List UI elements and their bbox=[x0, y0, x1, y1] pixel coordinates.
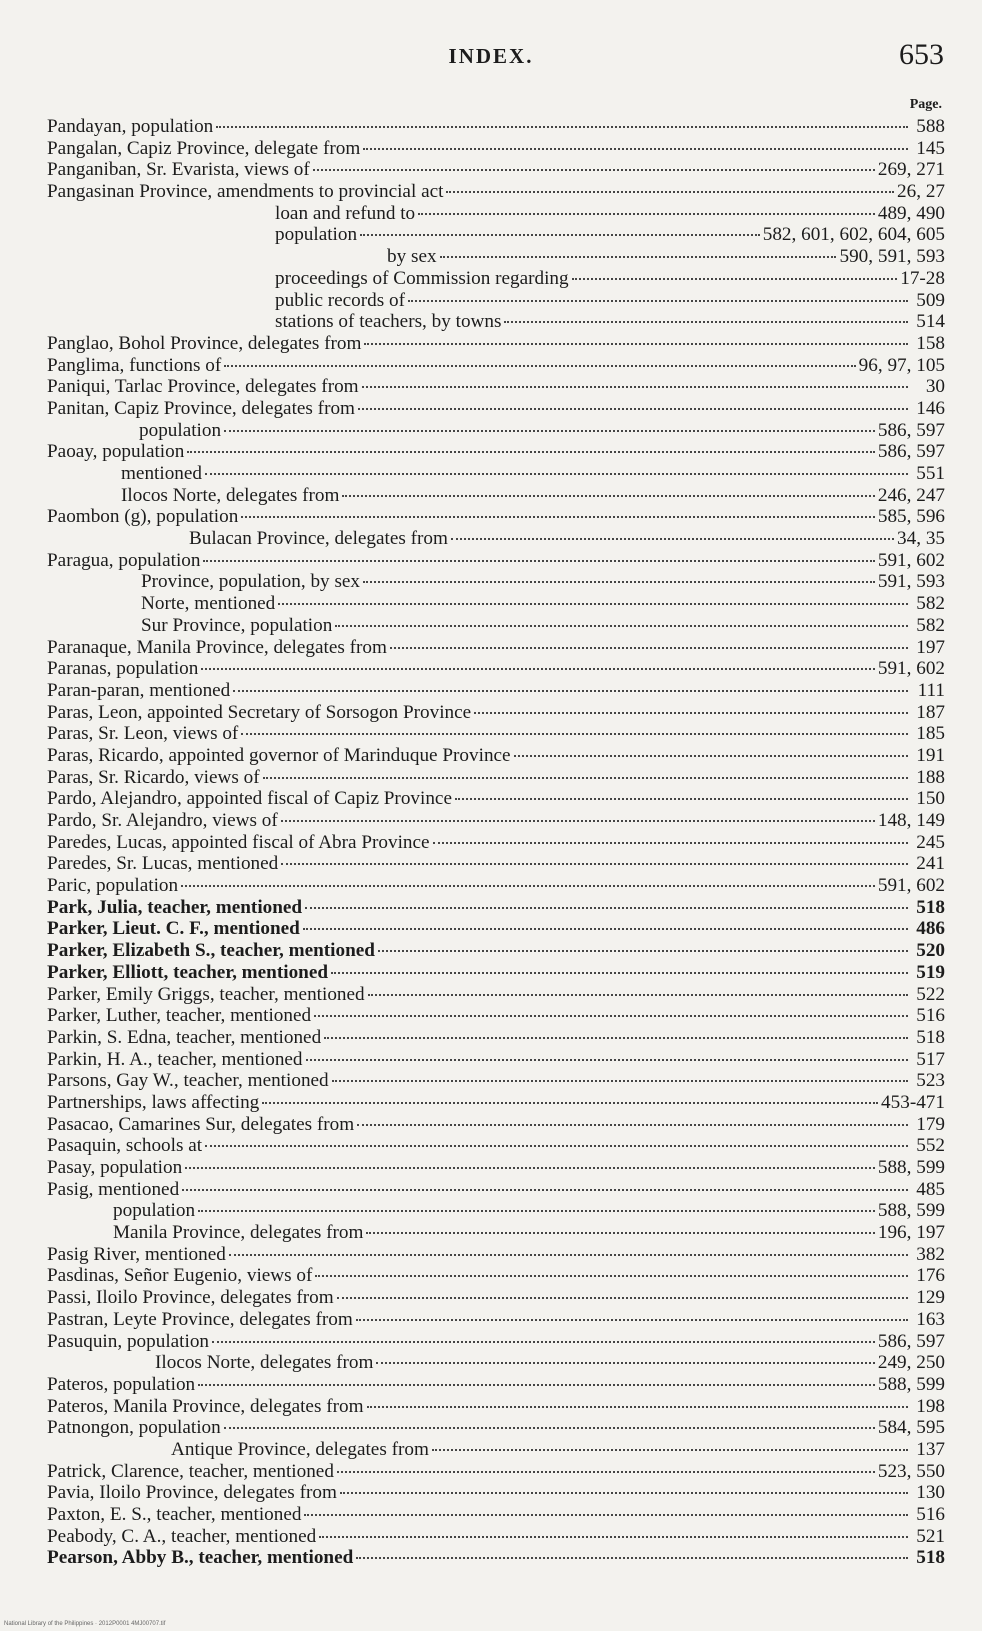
entry-pages: 588, 599 bbox=[877, 1157, 945, 1178]
entry-text: Pasig River, mentioned bbox=[47, 1243, 226, 1265]
leader-dots bbox=[572, 264, 898, 280]
entry-pages: 514 bbox=[916, 311, 945, 333]
leader-dots bbox=[262, 1088, 878, 1104]
entry-pages: 34, 35 bbox=[897, 528, 945, 550]
entry-pages: 519 bbox=[916, 961, 945, 983]
leader-dots bbox=[305, 893, 908, 909]
entry-pages: 588 bbox=[916, 116, 945, 137]
leader-dots bbox=[432, 1435, 908, 1451]
entry-text: proceedings of Commission regarding bbox=[275, 267, 569, 289]
entry-text: Paras, Leon, appointed Secretary of Sorsogon Province bbox=[47, 701, 472, 723]
entry-text: Pavia, Iloilo Province, delegates from bbox=[47, 1482, 337, 1504]
entry-text: Paombon (g), population bbox=[47, 506, 239, 528]
entry-text: Paredes, Sr. Lucas, mentioned bbox=[47, 853, 279, 875]
leader-dots bbox=[182, 1175, 908, 1191]
leader-dots bbox=[224, 351, 855, 367]
leader-dots bbox=[362, 372, 908, 388]
leader-dots bbox=[212, 1327, 875, 1343]
entry-pages: 158 bbox=[916, 332, 945, 354]
entry-pages: 489, 490 bbox=[877, 202, 945, 224]
entry-text: Paxton, E. S., teacher, mentioned bbox=[47, 1504, 302, 1525]
leader-dots bbox=[360, 220, 760, 236]
entry-text: Pasdinas, Señor Eugenio, views of bbox=[47, 1265, 313, 1287]
leader-dots bbox=[504, 307, 908, 323]
leader-dots bbox=[332, 1066, 908, 1082]
entry-text: Paranas, population bbox=[47, 658, 199, 680]
leader-dots bbox=[224, 416, 875, 432]
entry-pages: 150 bbox=[916, 788, 945, 810]
entry-pages: 582 bbox=[916, 593, 945, 615]
entry-text: Pateros, Manila Province, delegates from bbox=[47, 1395, 364, 1417]
entry-text: population bbox=[113, 1200, 196, 1222]
entry-text: Pangasinan Province, amendments to provincial act bbox=[47, 181, 444, 203]
index-entries bbox=[47, 116, 945, 1569]
entry-text: Park, Julia, teacher, mentioned bbox=[47, 896, 303, 918]
entry-pages: 516 bbox=[916, 1504, 945, 1525]
entry-text: stations of teachers, by towns bbox=[275, 311, 502, 333]
entry-text: Parker, Lieut. C. F., mentioned bbox=[47, 918, 300, 940]
entry-pages: 17-28 bbox=[900, 267, 945, 289]
entry-text: Paranaque, Manila Province, delegates from bbox=[47, 636, 387, 658]
entry-pages: 269, 271 bbox=[877, 159, 945, 181]
entry-text: Parker, Elliott, teacher, mentioned bbox=[47, 961, 329, 983]
entry-pages: 486 bbox=[916, 918, 945, 940]
entry-text: Paras, Sr. Ricardo, views of bbox=[47, 766, 260, 788]
entry-pages: 197 bbox=[916, 636, 945, 658]
leader-dots bbox=[216, 112, 908, 128]
leader-dots bbox=[418, 199, 875, 215]
leader-dots bbox=[376, 1348, 874, 1364]
entry-text: Pasuquin, population bbox=[47, 1330, 210, 1352]
page-header bbox=[0, 38, 982, 78]
entry-pages: 523 bbox=[916, 1070, 945, 1092]
entry-text: Peabody, C. A., teacher, mentioned bbox=[47, 1525, 317, 1547]
entry-pages: 196, 197 bbox=[877, 1222, 945, 1244]
entry-text: Parkin, H. A., teacher, mentioned bbox=[47, 1048, 303, 1070]
index-entry bbox=[47, 1547, 945, 1569]
leader-dots bbox=[455, 784, 908, 800]
entry-text: Pastran, Leyte Province, delegates from bbox=[47, 1308, 353, 1330]
entry-text: Ilocos Norte, delegates from bbox=[121, 484, 340, 506]
entry-text: Pasay, population bbox=[47, 1157, 183, 1178]
leader-dots bbox=[474, 698, 908, 714]
entry-pages: 517 bbox=[916, 1048, 945, 1070]
leader-dots bbox=[331, 958, 908, 974]
entry-text: Panganiban, Sr. Evarista, views of bbox=[47, 159, 310, 181]
leader-dots bbox=[356, 1543, 908, 1559]
entry-pages: 129 bbox=[916, 1287, 945, 1309]
leader-dots bbox=[514, 741, 908, 757]
scan-footer: National Library of the Philippines · 2012P0001 4MJ00707.tif bbox=[4, 1621, 166, 1627]
leader-dots bbox=[241, 719, 908, 735]
entry-pages: 591, 593 bbox=[877, 571, 945, 593]
entry-text: Paredes, Lucas, appointed fiscal of Abra Province bbox=[47, 831, 430, 853]
leader-dots bbox=[446, 177, 894, 193]
entry-pages: 453-471 bbox=[881, 1091, 945, 1113]
entry-text: Paoay, population bbox=[47, 441, 185, 463]
entry-pages: 591, 602 bbox=[877, 875, 945, 897]
entry-pages: 509 bbox=[916, 289, 945, 311]
entry-pages: 520 bbox=[916, 940, 945, 962]
leader-dots bbox=[278, 589, 908, 605]
entry-text: Paric, population bbox=[47, 875, 179, 897]
leader-dots bbox=[363, 567, 875, 583]
leader-dots bbox=[185, 1153, 875, 1169]
entry-text: Pearson, Abby B., teacher, mentioned bbox=[47, 1547, 354, 1569]
entry-text: Paragua, population bbox=[47, 549, 201, 571]
entry-text: Pateros, population bbox=[47, 1373, 196, 1395]
leader-dots bbox=[363, 134, 908, 150]
entry-pages: 582, 601, 602, 604, 605 bbox=[762, 224, 945, 246]
page-column-heading: Page. bbox=[909, 97, 942, 112]
leader-dots bbox=[198, 1370, 875, 1386]
entry-text: public records of bbox=[275, 289, 406, 311]
leader-dots bbox=[440, 242, 837, 258]
entry-text: Province, population, by sex bbox=[141, 571, 361, 593]
leader-dots bbox=[358, 394, 908, 410]
entry-pages: 191 bbox=[916, 744, 945, 766]
leader-dots bbox=[229, 1240, 908, 1256]
leader-dots bbox=[378, 936, 908, 952]
entry-text: Patrick, Clarence, teacher, mentioned bbox=[47, 1460, 334, 1482]
entry-pages: 246, 247 bbox=[877, 484, 945, 506]
entry-text: Partnerships, laws affecting bbox=[47, 1091, 260, 1113]
entry-text: Passi, Iloilo Province, delegates from bbox=[47, 1287, 334, 1309]
entry-text: Panglima, functions of bbox=[47, 354, 222, 376]
leader-dots bbox=[181, 871, 875, 887]
leader-dots bbox=[368, 980, 908, 996]
leader-dots bbox=[451, 524, 894, 540]
entry-pages: 518 bbox=[916, 896, 945, 918]
entry-pages: 145 bbox=[916, 137, 945, 159]
leader-dots bbox=[367, 1392, 908, 1408]
entry-pages: 586, 597 bbox=[877, 419, 945, 441]
entry-pages: 516 bbox=[916, 1005, 945, 1027]
entry-pages: 187 bbox=[916, 701, 945, 723]
entry-text: Parker, Elizabeth S., teacher, mentioned bbox=[47, 940, 375, 962]
leader-dots bbox=[263, 763, 908, 779]
entry-text: Sur Province, population bbox=[141, 614, 333, 636]
entry-text: Pardo, Sr. Alejandro, views of bbox=[47, 810, 278, 831]
entry-pages: 26, 27 bbox=[897, 181, 945, 203]
entry-text: Patnongon, population bbox=[47, 1417, 221, 1439]
leader-dots bbox=[337, 1457, 875, 1473]
leader-dots bbox=[233, 676, 908, 692]
entry-pages: 518 bbox=[916, 1547, 945, 1569]
entry-text: by sex bbox=[387, 246, 437, 268]
entry-pages: 130 bbox=[916, 1482, 945, 1504]
leader-dots bbox=[303, 914, 908, 930]
entry-pages: 552 bbox=[916, 1135, 945, 1157]
leader-dots bbox=[357, 1110, 908, 1126]
leader-dots bbox=[335, 611, 908, 627]
entry-pages: 188 bbox=[916, 766, 945, 788]
page-title: INDEX. bbox=[448, 44, 534, 68]
entry-pages: 163 bbox=[916, 1308, 945, 1330]
entry-pages: 584, 595 bbox=[877, 1417, 945, 1439]
entry-text: Panglao, Bohol Province, delegates from bbox=[47, 332, 362, 354]
leader-dots bbox=[201, 654, 875, 670]
leader-dots bbox=[304, 1500, 908, 1516]
leader-dots bbox=[203, 546, 874, 562]
entry-text: Antique Province, delegates from bbox=[171, 1438, 429, 1460]
leader-dots bbox=[408, 286, 908, 302]
entry-pages: 245 bbox=[916, 831, 945, 853]
entry-pages: 30 bbox=[925, 376, 945, 398]
leader-dots bbox=[314, 1001, 908, 1017]
entry-text: population bbox=[275, 224, 358, 246]
entry-text: Norte, mentioned bbox=[141, 593, 276, 615]
leader-dots bbox=[342, 481, 874, 497]
entry-text: Ilocos Norte, delegates from bbox=[155, 1352, 374, 1374]
entry-text: Pangalan, Capiz Province, delegate from bbox=[47, 137, 361, 159]
leader-dots bbox=[390, 633, 908, 649]
entry-text: Parker, Emily Griggs, teacher, mentioned bbox=[47, 983, 365, 1005]
entry-pages: 588, 599 bbox=[877, 1200, 945, 1222]
entry-text: Parsons, Gay W., teacher, mentioned bbox=[47, 1070, 329, 1092]
entry-pages: 551 bbox=[916, 463, 945, 484]
entry-pages: 586, 597 bbox=[877, 1330, 945, 1352]
entry-text: Paras, Sr. Leon, views of bbox=[47, 723, 239, 745]
leader-dots bbox=[241, 502, 875, 518]
entry-pages: 96, 97, 105 bbox=[858, 354, 945, 376]
entry-pages: 582 bbox=[916, 614, 945, 636]
leader-dots bbox=[306, 1045, 908, 1061]
entry-pages: 176 bbox=[916, 1265, 945, 1287]
entry-text: Pasacao, Camarines Sur, delegates from bbox=[47, 1113, 355, 1135]
leader-dots bbox=[364, 329, 908, 345]
page-number: 653 bbox=[899, 38, 944, 71]
leader-dots bbox=[324, 1023, 908, 1039]
entry-pages: 518 bbox=[916, 1026, 945, 1048]
entry-pages: 522 bbox=[916, 983, 945, 1005]
entry-pages: 485 bbox=[916, 1178, 945, 1200]
entry-pages: 249, 250 bbox=[877, 1352, 945, 1374]
entry-pages: 179 bbox=[916, 1113, 945, 1135]
entry-text: Paran-paran, mentioned bbox=[47, 679, 231, 701]
leader-dots bbox=[315, 1261, 908, 1277]
entry-pages: 591, 602 bbox=[877, 658, 945, 680]
entry-text: Pardo, Alejandro, appointed fiscal of Capiz Province bbox=[47, 788, 452, 810]
entry-text: Panitan, Capiz Province, delegates from bbox=[47, 397, 355, 419]
entry-text: Pasig, mentioned bbox=[47, 1178, 180, 1200]
entry-pages: 111 bbox=[917, 679, 945, 701]
entry-pages: 590, 591, 593 bbox=[839, 246, 945, 268]
entry-text: Manila Province, delegates from bbox=[113, 1222, 364, 1244]
entry-pages: 148, 149 bbox=[877, 810, 945, 831]
entry-pages: 146 bbox=[916, 397, 945, 419]
entry-pages: 521 bbox=[916, 1525, 945, 1547]
entry-text: Paras, Ricardo, appointed governor of Marinduque Province bbox=[47, 744, 511, 766]
leader-dots bbox=[340, 1478, 908, 1494]
entry-text: Pasaquin, schools at bbox=[47, 1135, 203, 1157]
leader-dots bbox=[366, 1218, 874, 1234]
entry-pages: 382 bbox=[916, 1243, 945, 1265]
leader-dots bbox=[205, 1131, 908, 1147]
entry-text: Bulacan Province, delegates from bbox=[189, 528, 448, 550]
leader-dots bbox=[356, 1305, 908, 1321]
entry-pages: 185 bbox=[916, 723, 945, 745]
entry-text: mentioned bbox=[121, 463, 202, 484]
leader-dots bbox=[281, 806, 875, 822]
leader-dots bbox=[433, 828, 908, 844]
leader-dots bbox=[319, 1522, 908, 1538]
entry-text: Parkin, S. Edna, teacher, mentioned bbox=[47, 1026, 322, 1048]
entry-pages: 586, 597 bbox=[877, 441, 945, 463]
entry-text: loan and refund to bbox=[275, 202, 416, 224]
leader-dots bbox=[313, 155, 875, 171]
leader-dots bbox=[187, 437, 875, 453]
entry-pages: 198 bbox=[916, 1395, 945, 1417]
entry-text: Pandayan, population bbox=[47, 116, 214, 137]
entry-pages: 523, 550 bbox=[877, 1460, 945, 1482]
leader-dots bbox=[198, 1196, 875, 1212]
entry-pages: 591, 602 bbox=[877, 549, 945, 571]
leader-dots bbox=[205, 459, 908, 475]
entry-text: Parker, Luther, teacher, mentioned bbox=[47, 1005, 312, 1027]
leader-dots bbox=[224, 1413, 875, 1429]
entry-pages: 585, 596 bbox=[877, 506, 945, 528]
entry-pages: 241 bbox=[916, 853, 945, 875]
entry-text: population bbox=[139, 419, 222, 441]
leader-dots bbox=[281, 849, 908, 865]
entry-text: Paniqui, Tarlac Province, delegates from bbox=[47, 376, 359, 398]
entry-pages: 137 bbox=[916, 1438, 945, 1460]
entry-pages: 588, 599 bbox=[877, 1373, 945, 1395]
leader-dots bbox=[337, 1283, 908, 1299]
